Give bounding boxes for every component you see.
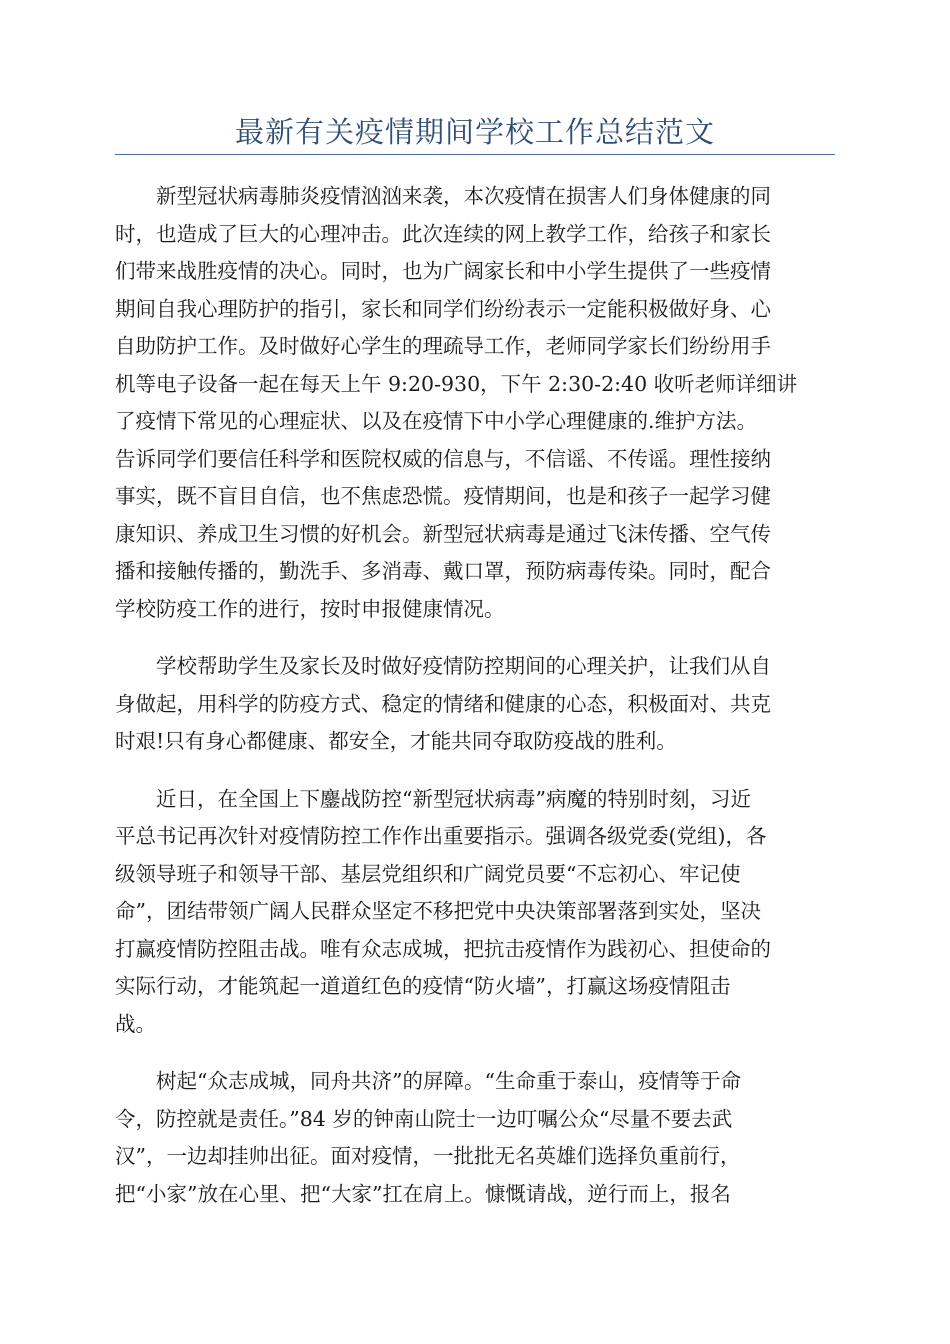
paragraph-line: 级领导班子和领导干部、基层党组织和广阔党员要“不忘初心、牢记使 [115,861,741,886]
paragraph-line: 命”，团结带领广阔人民群众坚定不移把党中央决策部署落到实处，坚决 [115,899,761,923]
paragraph-line: 了疫情下常见的心理症状、以及在疫情下中小学心理健康的.维护方法。 [115,409,758,433]
paragraph-line: 树起“众志成城，同舟共济”的屏障。“生命重于泰山，疫情等于命 [156,1069,741,1093]
paragraph-1 [115,178,835,628]
paragraph-line: 新型冠状病毒肺炎疫情汹汹来袭，本次疫情在损害人们身体健康的同 [156,184,771,208]
document-title: 最新有关疫情期间学校工作总结范文 [234,115,715,149]
paragraph-line: 近日，在全国上下鏖战防控“新型冠状病毒”病魔的特别时刻，习近 [156,786,751,811]
paragraph-line: 实际行动，才能筑起一道道红色的疫情“防火墙”，打赢这场疫情阻击 [115,974,731,998]
paragraph-line: 战。 [115,1011,156,1036]
paragraph-line: 期间自我心理防护的指引，家长和同学们纷纷表示一定能积极做好身、心 [115,296,771,321]
paragraph-line: 机等电子设备一起在每天上午 9:20-930，下午 2:30-2:40 收听老师详细讲 [115,371,798,396]
paragraph-line: 把“小家”放在心里、把“大家”扛在肩上。慷慨请战，逆行而上，报名 [115,1181,731,1206]
paragraph-line: 身做起，用科学的防疫方式、稳定的情绪和健康的心态，积极面对、共克 [115,691,771,716]
paragraph-line: 康知识、养成卫生习惯的好机会。新型冠状病毒是通过飞沫传播、空气传 [115,521,771,546]
paragraph-line: 告诉同学们要信任科学和医院权威的信息与，不信谣、不传谣。理性接纳 [115,446,771,471]
paragraph-line: 播和接触传播的，勤洗手、多消毒、戴口罩，预防病毒传染。同时，配合 [115,559,771,583]
paragraph-line: 时艰!只有身心都健康、都安全，才能共同夺取防疫战的胜利。 [115,729,677,753]
paragraph-line: 打赢疫情防控阻击战。唯有众志成城，把抗击疫情作为践初心、担使命的 [115,936,771,961]
paragraph-line: 学校防疫工作的进行，按时申报健康情况。 [115,596,505,621]
paragraph-2 [115,648,835,761]
paragraph-line: 们带来战胜疫情的决心。同时，也为广阔家长和中小学生提供了一些疫情 [115,259,771,283]
paragraph-line: 学校帮助学生及家长及时做好疫情防控期间的心理关护，让我们从自 [156,654,771,678]
paragraph-line: 事实，既不盲目自信，也不焦虑恐慌。疫情期间，也是和孩子一起学习健 [115,484,771,508]
paragraph-3 [115,781,835,1044]
paragraph-4 [115,1063,835,1213]
paragraph-line: 平总书记再次针对疫情防控工作作出重要指示。强调各级党委(党组)，各 [115,824,767,848]
paragraph-line: 时，也造成了巨大的心理冲击。此次连续的网上教学工作，给孩子和家长 [115,221,771,246]
paragraph-line: 汉”，一边却挂帅出征。面对疫情，一批批无名英雄们选择负重前行， [115,1144,741,1168]
paragraph-line: 自助防护工作。及时做好心学生的理疏导工作，老师同学家长们纷纷用手 [115,334,771,358]
paragraph-line: 令，防控就是责任。”84 岁的钟南山院士一边叮嘱公众“尽量不要去武 [115,1106,733,1131]
document-body [115,154,835,1213]
